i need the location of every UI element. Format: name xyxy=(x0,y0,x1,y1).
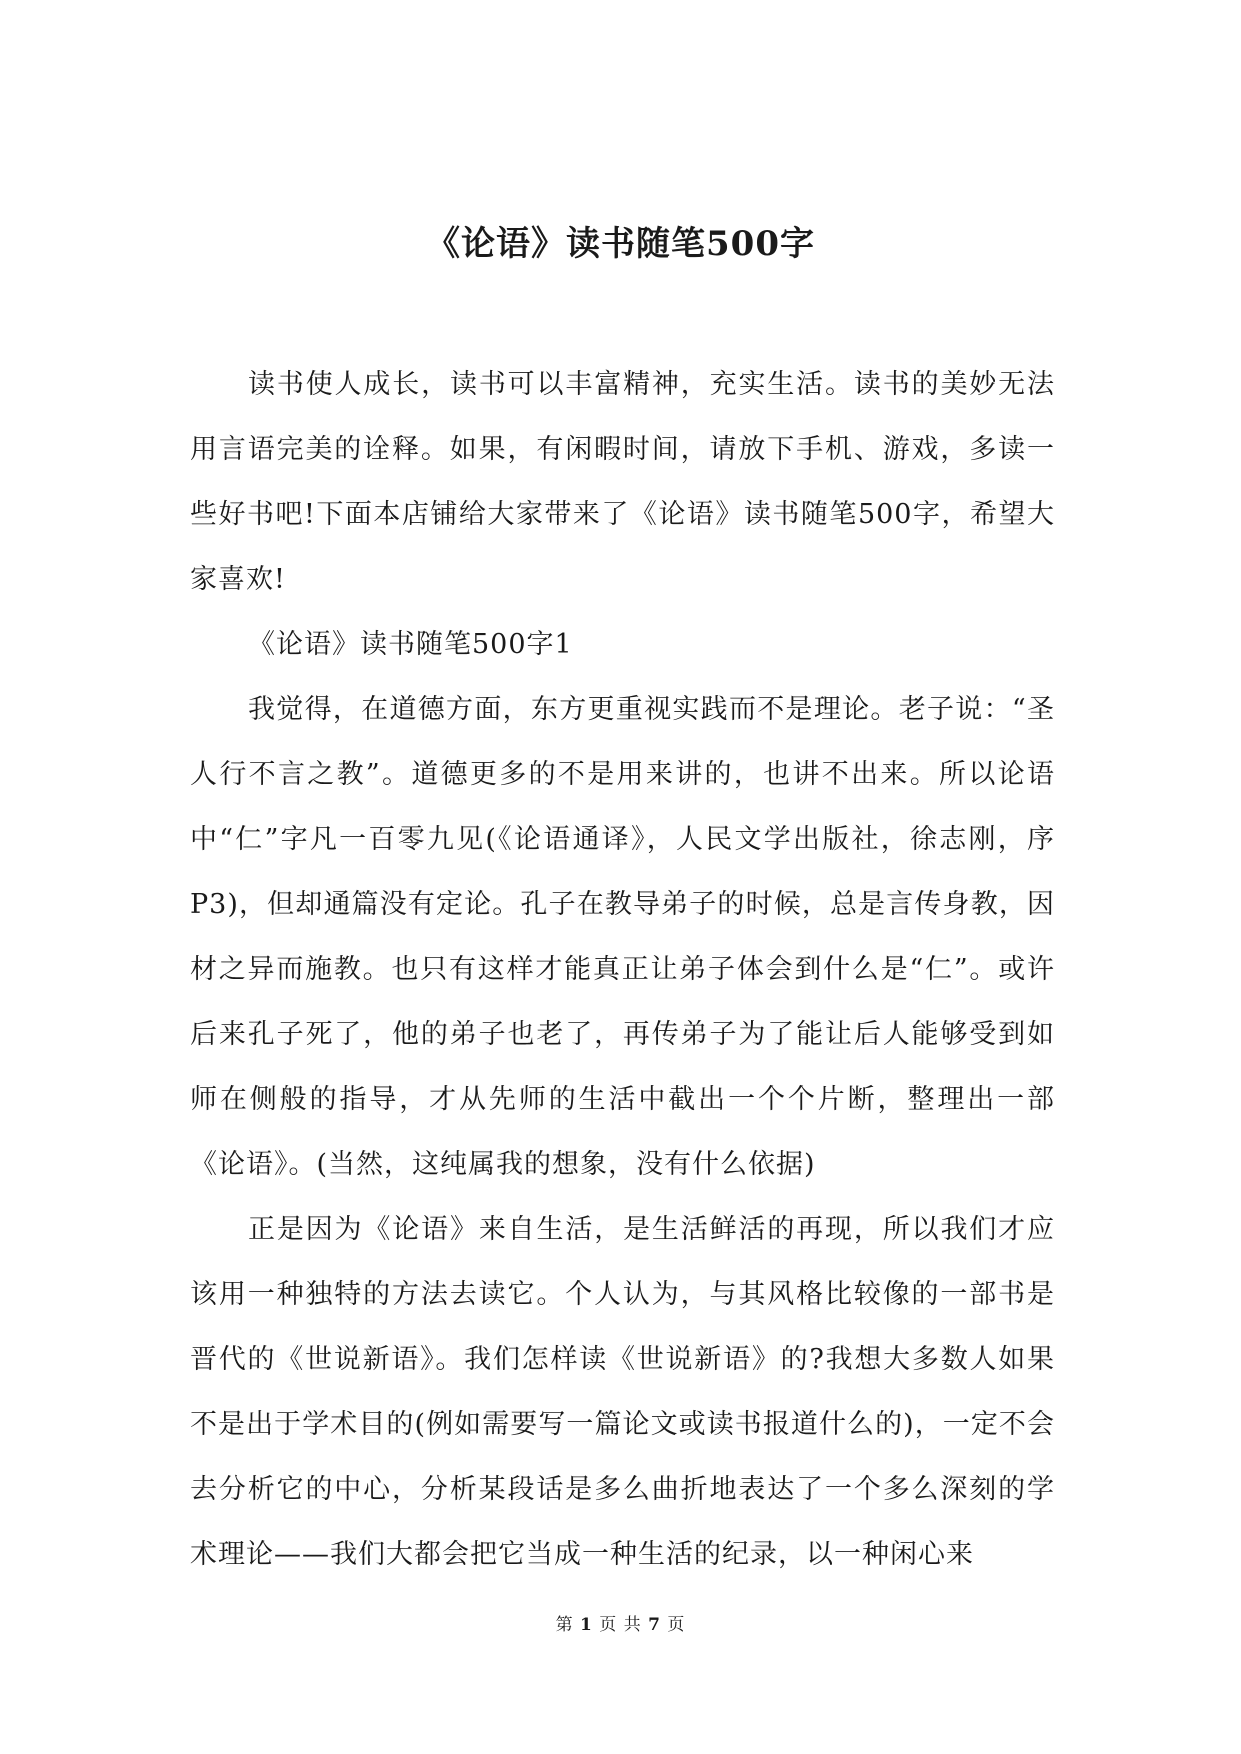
footer-suffix: 页 xyxy=(667,1615,686,1635)
footer-prefix: 第 xyxy=(555,1615,574,1635)
intro-paragraph: 读书使人成长，读书可以丰富精神，充实生活。读书的美妙无法用言语完美的诠释。如果，有闲暇时间，请放下手机、游戏，多读一些好书吧!下面本店铺给大家带来了《论语》读书随笔500字，希望大家喜欢! xyxy=(190,369,1055,595)
body-paragraph: 我觉得，在道德方面，东方更重视实践而不是理论。老子说：“圣人行不言之教”。道德更多的不是用来讲的，也讲不出来。所以论语中“仁”字凡一百零九见(《论语通译》，人民文学出版社，徐志刚，序P3)，但却通篇没有定论。孔子在教导弟子的时候，总是言传身教，因材之异而施教。也只有这样才能真正让弟子体会到什么是“仁”。或许后来孔子死了，他的弟子也老了，再传弟子为了能让后人能够受到如师在侧般的指导，才从先师的生活中截出一个个片断，整理出一部《论语》。(当然，这纯属我的想象，没有什么依据) xyxy=(190,694,1055,1180)
current-page-number: 1 xyxy=(580,1615,593,1635)
document-body xyxy=(190,352,1055,1587)
footer-middle: 页 共 xyxy=(599,1615,642,1635)
body-paragraph: 正是因为《论语》来自生活，是生活鲜活的再现，所以我们才应该用一种独特的方法去读它。个人认为，与其风格比较像的一部书是晋代的《世说新语》。我们怎样读《世说新语》的?我想大多数人如果不是出于学术目的(例如需要写一篇论文或读书报道什么的)，一定不会去分析它的中心，分析某段话是多么曲折地表达了一个多么深刻的学术理论——我们大都会把它当成一种生活的纪录，以一种闲心来 xyxy=(190,1214,1055,1570)
page-footer xyxy=(0,1610,1241,1635)
document-title: 《论语》读书随笔500字 xyxy=(426,224,815,264)
section-heading: 《论语》读书随笔500字1 xyxy=(248,629,573,660)
total-page-number: 7 xyxy=(648,1615,661,1635)
